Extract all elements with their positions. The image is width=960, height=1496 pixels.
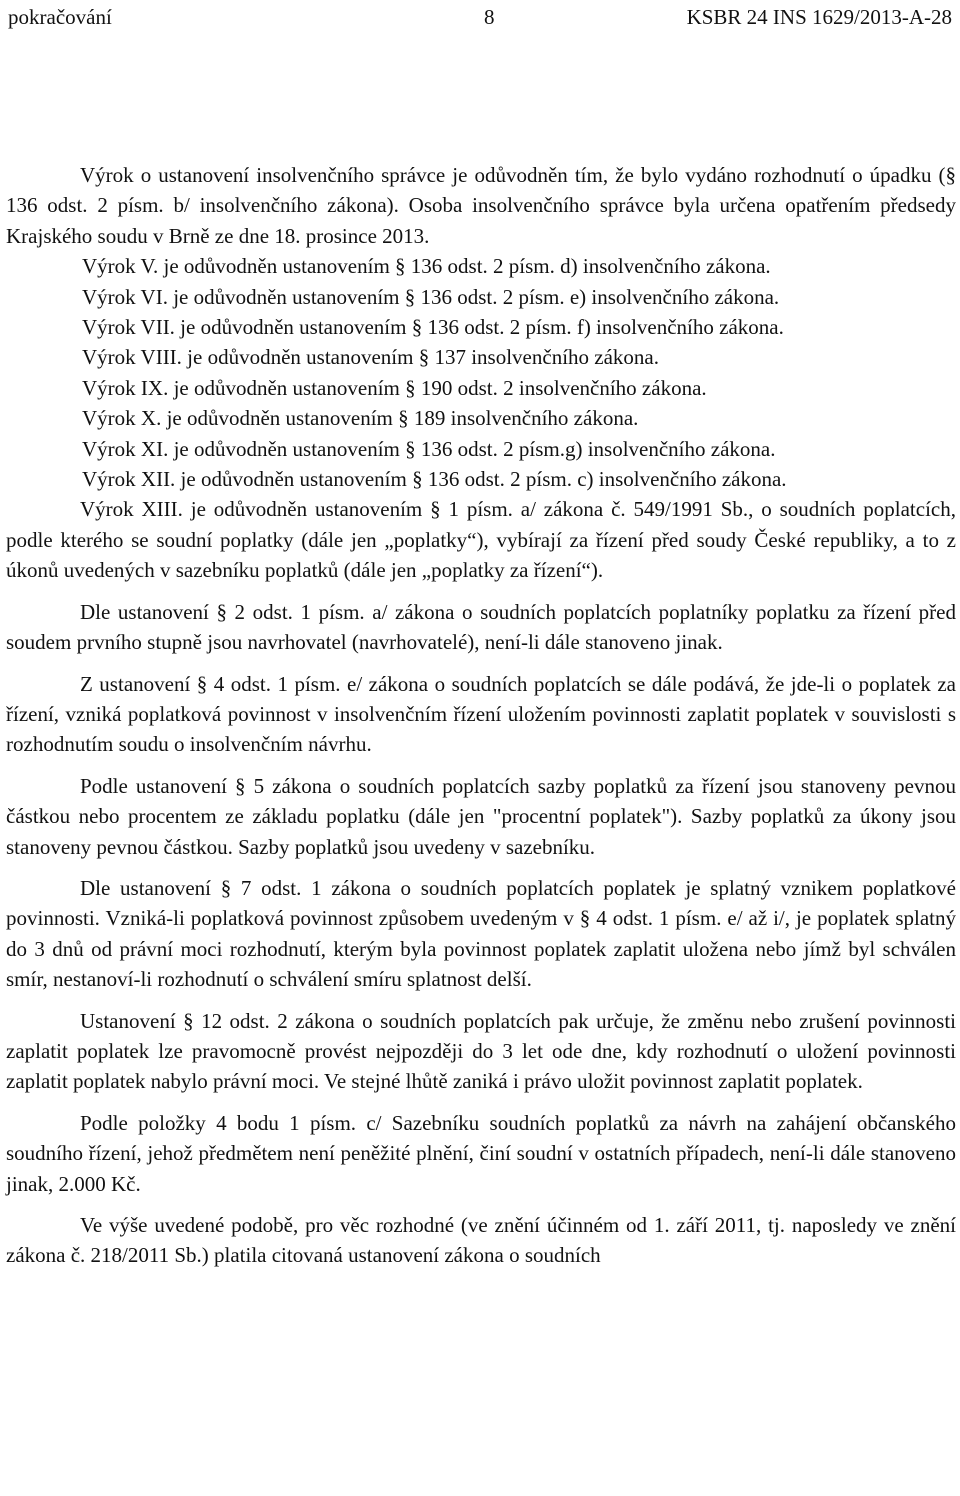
page-header: [8, 0, 952, 34]
paragraph-section-2: Dle ustanovení § 2 odst. 1 písm. a/ zákona o soudních poplatcích poplatníky poplatku za řízení před soudem prvního stupně jsou navrhovatel (navrhovatelé), není-li dále stanoveno jinak.: [6, 599, 956, 655]
verdict-v: Výrok V. je odůvodněn ustanovením § 136 odst. 2 písm. d) insolvenčního zákona.: [82, 254, 771, 279]
paragraph-section-12: Ustanovení § 12 odst. 2 zákona o soudních poplatcích pak určuje, že změnu nebo zrušení povinnosti zaplatit poplatek lze pravomocně provést nejpozději do 3 let ode dne, kdy rozhodnutí o uložení povinnosti zaplatit poplatek nabylo právní moci. Ve stejné lhůtě zaniká i právo uložit povinnost zaplatit poplatek.: [6, 1008, 956, 1094]
paragraph-insolvency-administrator: Výrok o ustanovení insolvenčního správce je odůvodněn tím, že bylo vydáno rozhodnutí o úpadku (§ 136 odst. 2 písm. b/ insolvenčního zákona). Osoba insolvenčního správce byla určena opatřením předsedy Krajského soudu v Brně ze dne 18. prosince 2013.: [6, 163, 956, 248]
header-continuation: pokračování: [8, 4, 112, 29]
verdict-vi: Výrok VI. je odůvodněn ustanovením § 136 odst. 2 písm. e) insolvenčního zákona.: [82, 284, 780, 309]
document-body: [6, 160, 956, 1271]
paragraph-effective-version: Ve výše uvedené podobě, pro věc rozhodné (ve znění účinném od 1. září 2011, tj. naposledy ve znění zákona č. 218/2011 Sb.) platila citovaná ustanovení zákona o soudních: [6, 1213, 956, 1268]
verdict-xii: Výrok XII. je odůvodněn ustanovením § 136 odst. 2 písm. c) insolvenčního zákona.: [82, 467, 787, 492]
paragraph-fee-schedule: Podle položky 4 bodu 1 písm. c/ Sazebníku soudních poplatků za návrh na zahájení občanského soudního řízení, jehož předmětem není peněžité plnění, činí soudní v ostatních případech, není-li dále stanoveno jinak, 2.000 Kč.: [6, 1110, 956, 1196]
page-number: 8: [484, 4, 495, 29]
verdict-x: Výrok X. je odůvodněn ustanovením § 189 insolvenčního zákona.: [82, 406, 639, 431]
paragraph-section-5: Podle ustanovení § 5 zákona o soudních poplatcích sazby poplatků za řízení jsou stanoveny pevnou částkou nebo procentem ze základu poplatku (dále jen "procentní poplatek"). Sazby poplatků za úkony jsou stanoveny pevnou částkou. Sazby poplatků jsou uvedeny v sazebníku.: [6, 773, 956, 859]
case-reference: KSBR 24 INS 1629/2013-A-28: [686, 4, 952, 29]
verdict-ix: Výrok IX. je odůvodněn ustanovením § 190 odst. 2 insolvenčního zákona.: [82, 375, 707, 400]
paragraph-section-7: Dle ustanovení § 7 odst. 1 zákona o soudních poplatcích poplatek je splatný vznikem poplatkové povinnosti. Vzniká-li poplatková povinnost způsobem uvedeným v § 4 odst. 1 písm. e/ až i/, je poplatek splatný do 3 dnů od právní moci rozhodnutí, kterým byla povinnost poplatek zaplatit uložena nebo jímž byl schválen smír, nestanoví-li rozhodnutí o schválení smíru splatnost delší.: [6, 875, 956, 992]
verdict-xiii: Výrok XIII. je odůvodněn ustanovením § 1 písm. a/ zákona č. 549/1991 Sb., o soudních poplatcích, podle kterého se soudní poplatky (dále jen „poplatky“), vybírají za řízení před soudy České republiky, a to z úkonů uvedených v sazebníku poplatků (dále jen „poplatky za řízení“).: [6, 497, 956, 583]
verdict-xi: Výrok XI. je odůvodněn ustanovením § 136 odst. 2 písm.g) insolvenčního zákona.: [82, 436, 776, 461]
paragraph-section-4: Z ustanovení § 4 odst. 1 písm. e/ zákona o soudních poplatcích se dále podává, že jde-li o poplatek za řízení, vzniká poplatková povinnost v insolvenčním řízení uložením povinnosti zaplatit poplatek v souvislosti s rozhodnutím soudu o insolvenčním návrhu.: [6, 671, 956, 757]
verdict-vii: Výrok VII. je odůvodněn ustanovením § 136 odst. 2 písm. f) insolvenčního zákona.: [82, 315, 784, 340]
verdict-viii: Výrok VIII. je odůvodněn ustanovením § 137 insolvenčního zákona.: [82, 345, 659, 370]
